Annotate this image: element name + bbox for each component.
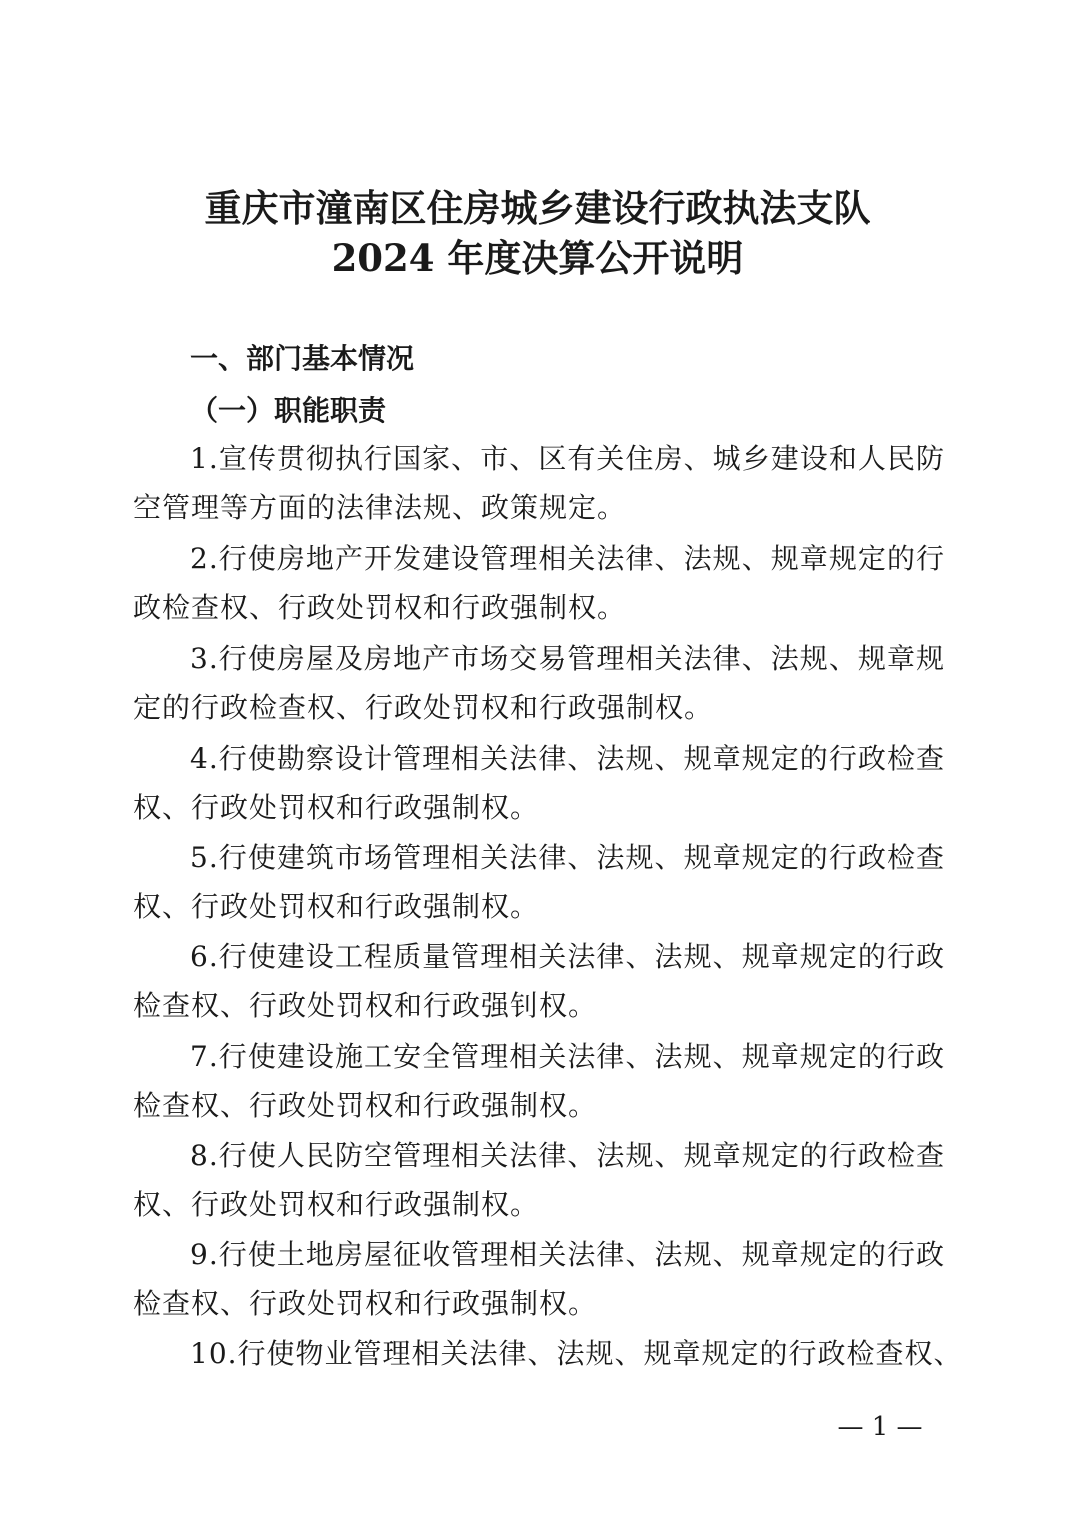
item-3-line-1: 3.行使房屋及房地产市场交易管理相关法律、法规、规章规 [190, 642, 945, 675]
item-4-line-2: 权、行政处罚权和行政强制权。 [133, 791, 540, 824]
item-2-line-2: 政检查权、行政处罚权和行政强制权。 [133, 591, 627, 624]
page-number: — 1 — [837, 1412, 923, 1442]
item-7-line-2: 检查权、行政处罚权和行政强制权。 [133, 1089, 598, 1122]
section-heading: 一、部门基本情况 [190, 342, 415, 375]
item-1-line-1: 1.宣传贯彻执行国家、市、区有关住房、城乡建设和人民防 [190, 442, 945, 475]
item-5-line-2: 权、行政处罚权和行政强制权。 [133, 890, 540, 923]
document-title-line-1: 重庆市潼南区住房城乡建设行政执法支队 [204, 186, 871, 230]
item-10-line-1: 10.行使物业管理相关法律、法规、规章规定的行政检查权、 [190, 1337, 963, 1370]
item-4-line-1: 4.行使勘察设计管理相关法律、法规、规章规定的行政检查 [190, 742, 945, 775]
item-8-line-1: 8.行使人民防空管理相关法律、法规、规章规定的行政检查 [190, 1139, 945, 1172]
item-3-line-2: 定的行政检查权、行政处罚权和行政强制权。 [133, 691, 714, 724]
item-6-line-1: 6.行使建设工程质量管理相关法律、法规、规章规定的行政 [190, 940, 945, 973]
subsection-heading: （一）职能职责 [190, 394, 387, 427]
item-7-line-1: 7.行使建设施工安全管理相关法律、法规、规章规定的行政 [190, 1040, 945, 1073]
item-6-line-2: 检查权、行政处罚权和行政强钊权。 [133, 989, 598, 1022]
item-5-line-1: 5.行使建筑市场管理相关法律、法规、规章规定的行政检查 [190, 841, 945, 874]
item-1-line-2: 空管理等方面的法律法规、政策规定。 [133, 491, 627, 524]
item-8-line-2: 权、行政处罚权和行政强制权。 [133, 1188, 540, 1221]
document-title-line-2: 2024 年度决算公开说明 [331, 236, 744, 280]
item-9-line-1: 9.行使土地房屋征收管理相关法律、法规、规章规定的行政 [190, 1238, 945, 1271]
item-9-line-2: 检查权、行政处罚权和行政强制权。 [133, 1287, 598, 1320]
item-2-line-1: 2.行使房地产开发建设管理相关法律、法规、规章规定的行 [190, 542, 945, 575]
